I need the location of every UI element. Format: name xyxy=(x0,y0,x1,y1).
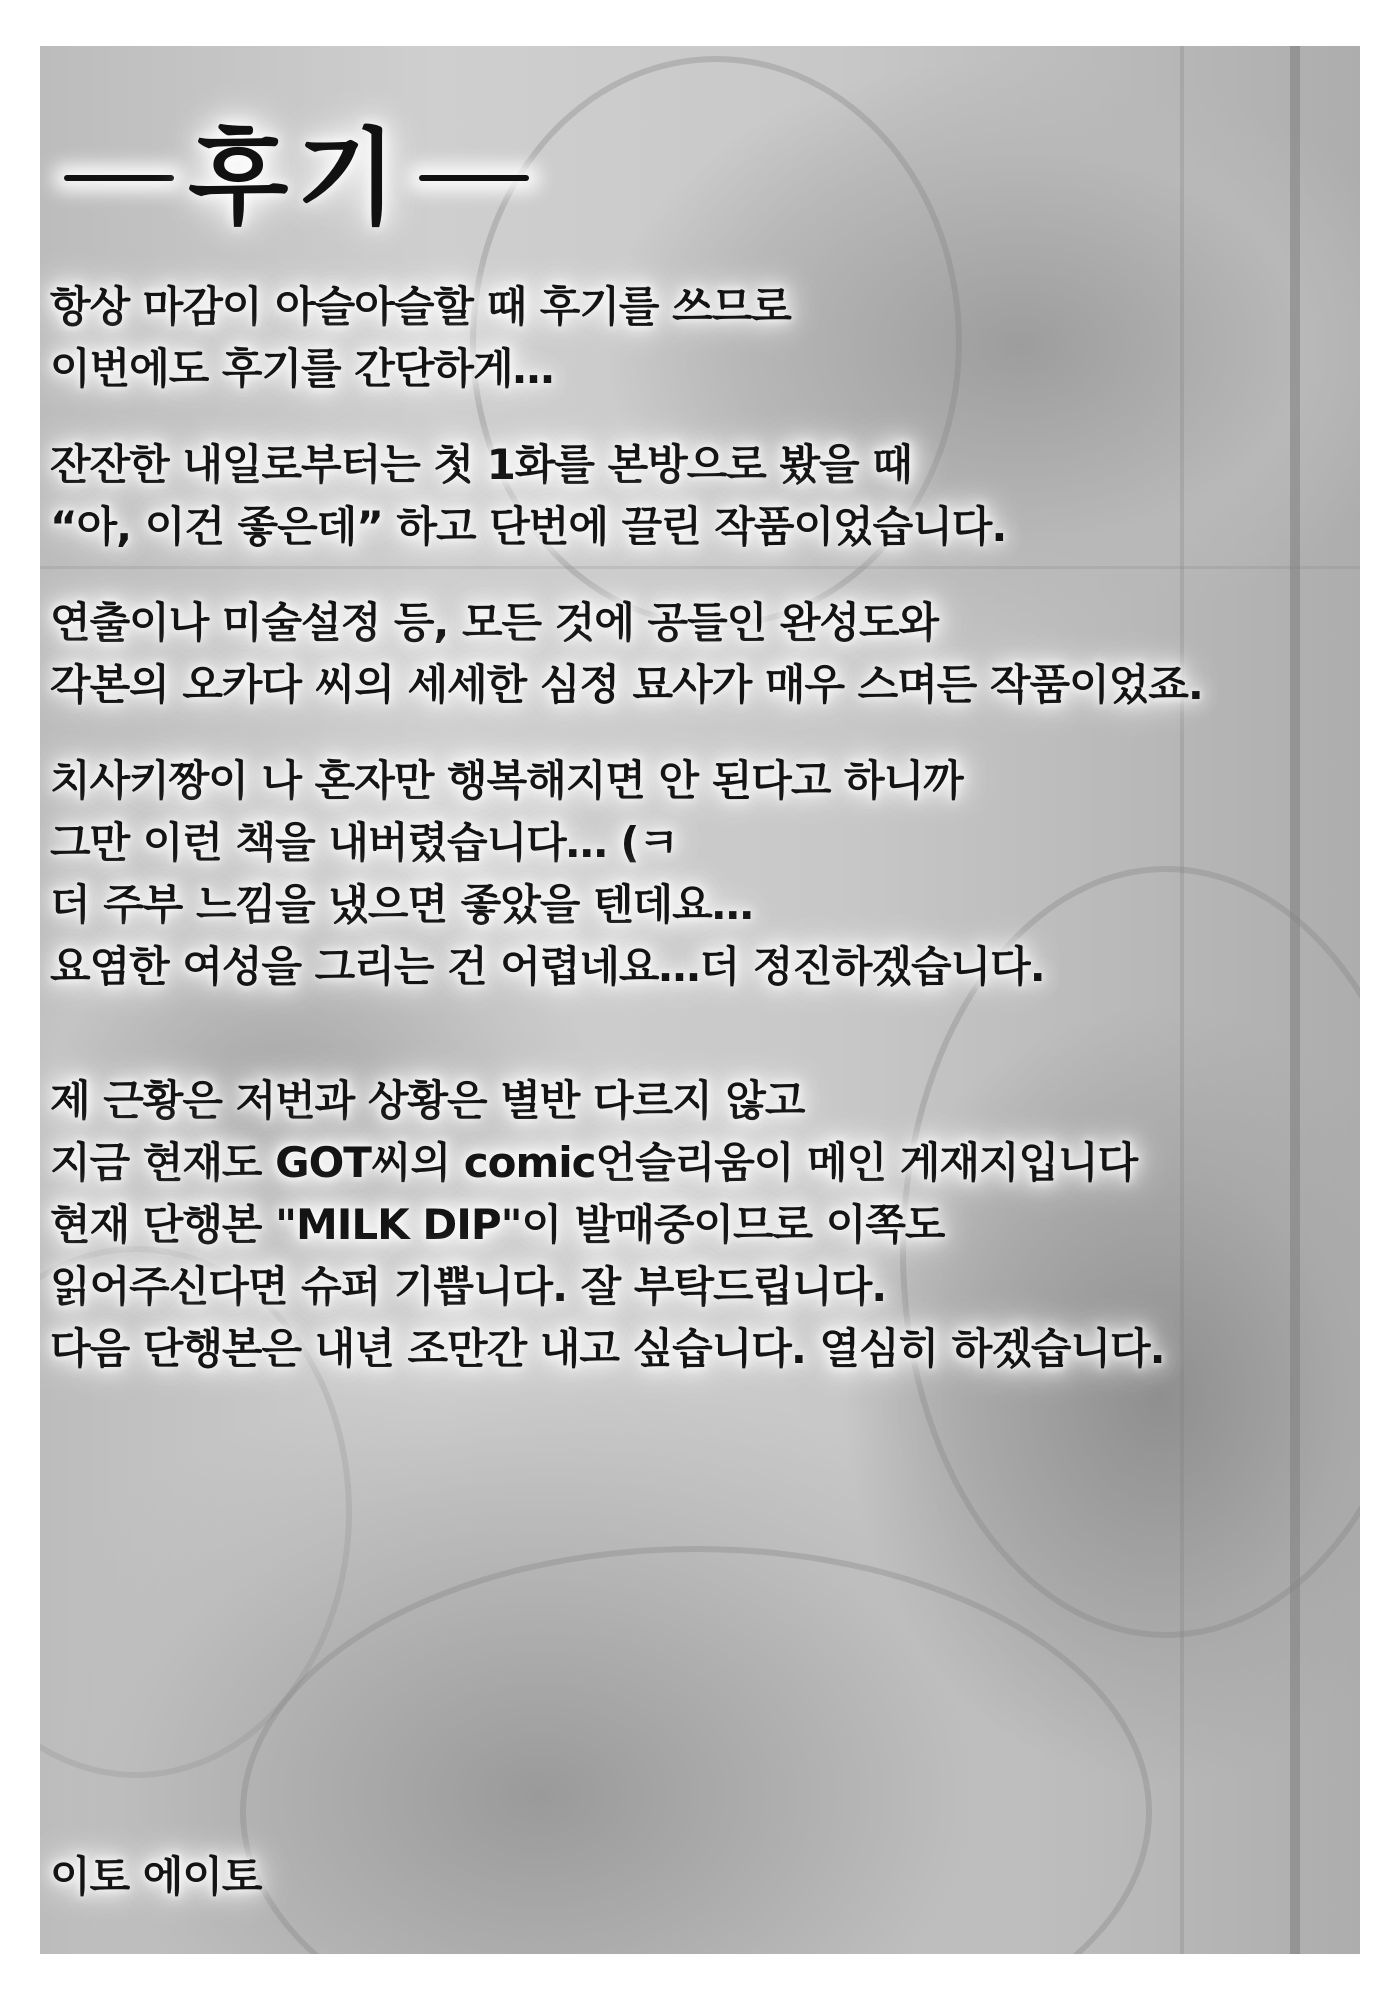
page-title: 후기 xyxy=(188,117,405,239)
text-line: 다음 단행본은 내년 조만간 내고 싶습니다. 열심히 하겠습니다. xyxy=(50,1324,1165,1373)
text-line: 연출이나 미술설정 등, 모든 것에 공들인 완성도와 xyxy=(50,598,939,647)
afterword-body xyxy=(50,276,1350,1380)
text-line: 항상 마감이 아슬아슬할 때 후기를 쓰므로 xyxy=(50,282,791,331)
text-line: 더 주부 느낌을 냈으면 좋았을 텐데요… xyxy=(50,880,753,929)
paragraph xyxy=(50,592,1350,716)
paragraph xyxy=(50,750,1350,998)
text-line: “아, 이건 좋은데” 하고 단번에 끌린 작품이었습니다. xyxy=(50,502,1007,551)
afterword-heading xyxy=(50,118,543,238)
text-line: 읽어주신다면 슈퍼 기쁩니다. 잘 부탁드립니다. xyxy=(50,1262,887,1311)
text-line: 이번에도 후기를 간단하게… xyxy=(50,344,554,393)
text-line: 그만 이런 책을 내버렸습니다… (ㅋ xyxy=(50,818,679,867)
heading-dash-right xyxy=(419,175,529,181)
text-line: 요염한 여성을 그리는 건 어렵네요…더 정진하겠습니다. xyxy=(50,942,1045,991)
text-line: 지금 현재도 GOT씨의 comic언슬리움이 메인 게재지입니다 xyxy=(50,1138,1138,1187)
heading-dash-left xyxy=(64,175,174,181)
text-line: 현재 단행본 "MILK DIP"이 발매중이므로 이쪽도 xyxy=(50,1200,945,1249)
text-line: 각본의 오카다 씨의 세세한 심정 묘사가 매우 스며든 작품이었죠. xyxy=(50,660,1203,709)
background-art-arc xyxy=(240,1546,1152,1954)
paragraph xyxy=(50,276,1350,400)
text-line: 잔잔한 내일로부터는 첫 1화를 본방으로 봤을 때 xyxy=(50,440,912,489)
page-panel xyxy=(40,46,1360,1954)
text-line: 치사키짱이 나 혼자만 행복해지면 안 된다고 하니까 xyxy=(50,756,963,805)
paragraph xyxy=(50,434,1350,558)
author-signature: 이토 에이토 xyxy=(50,1852,262,1901)
text-line: 제 근황은 저번과 상황은 별반 다르지 않고 xyxy=(50,1076,805,1125)
paragraph xyxy=(50,1070,1350,1380)
